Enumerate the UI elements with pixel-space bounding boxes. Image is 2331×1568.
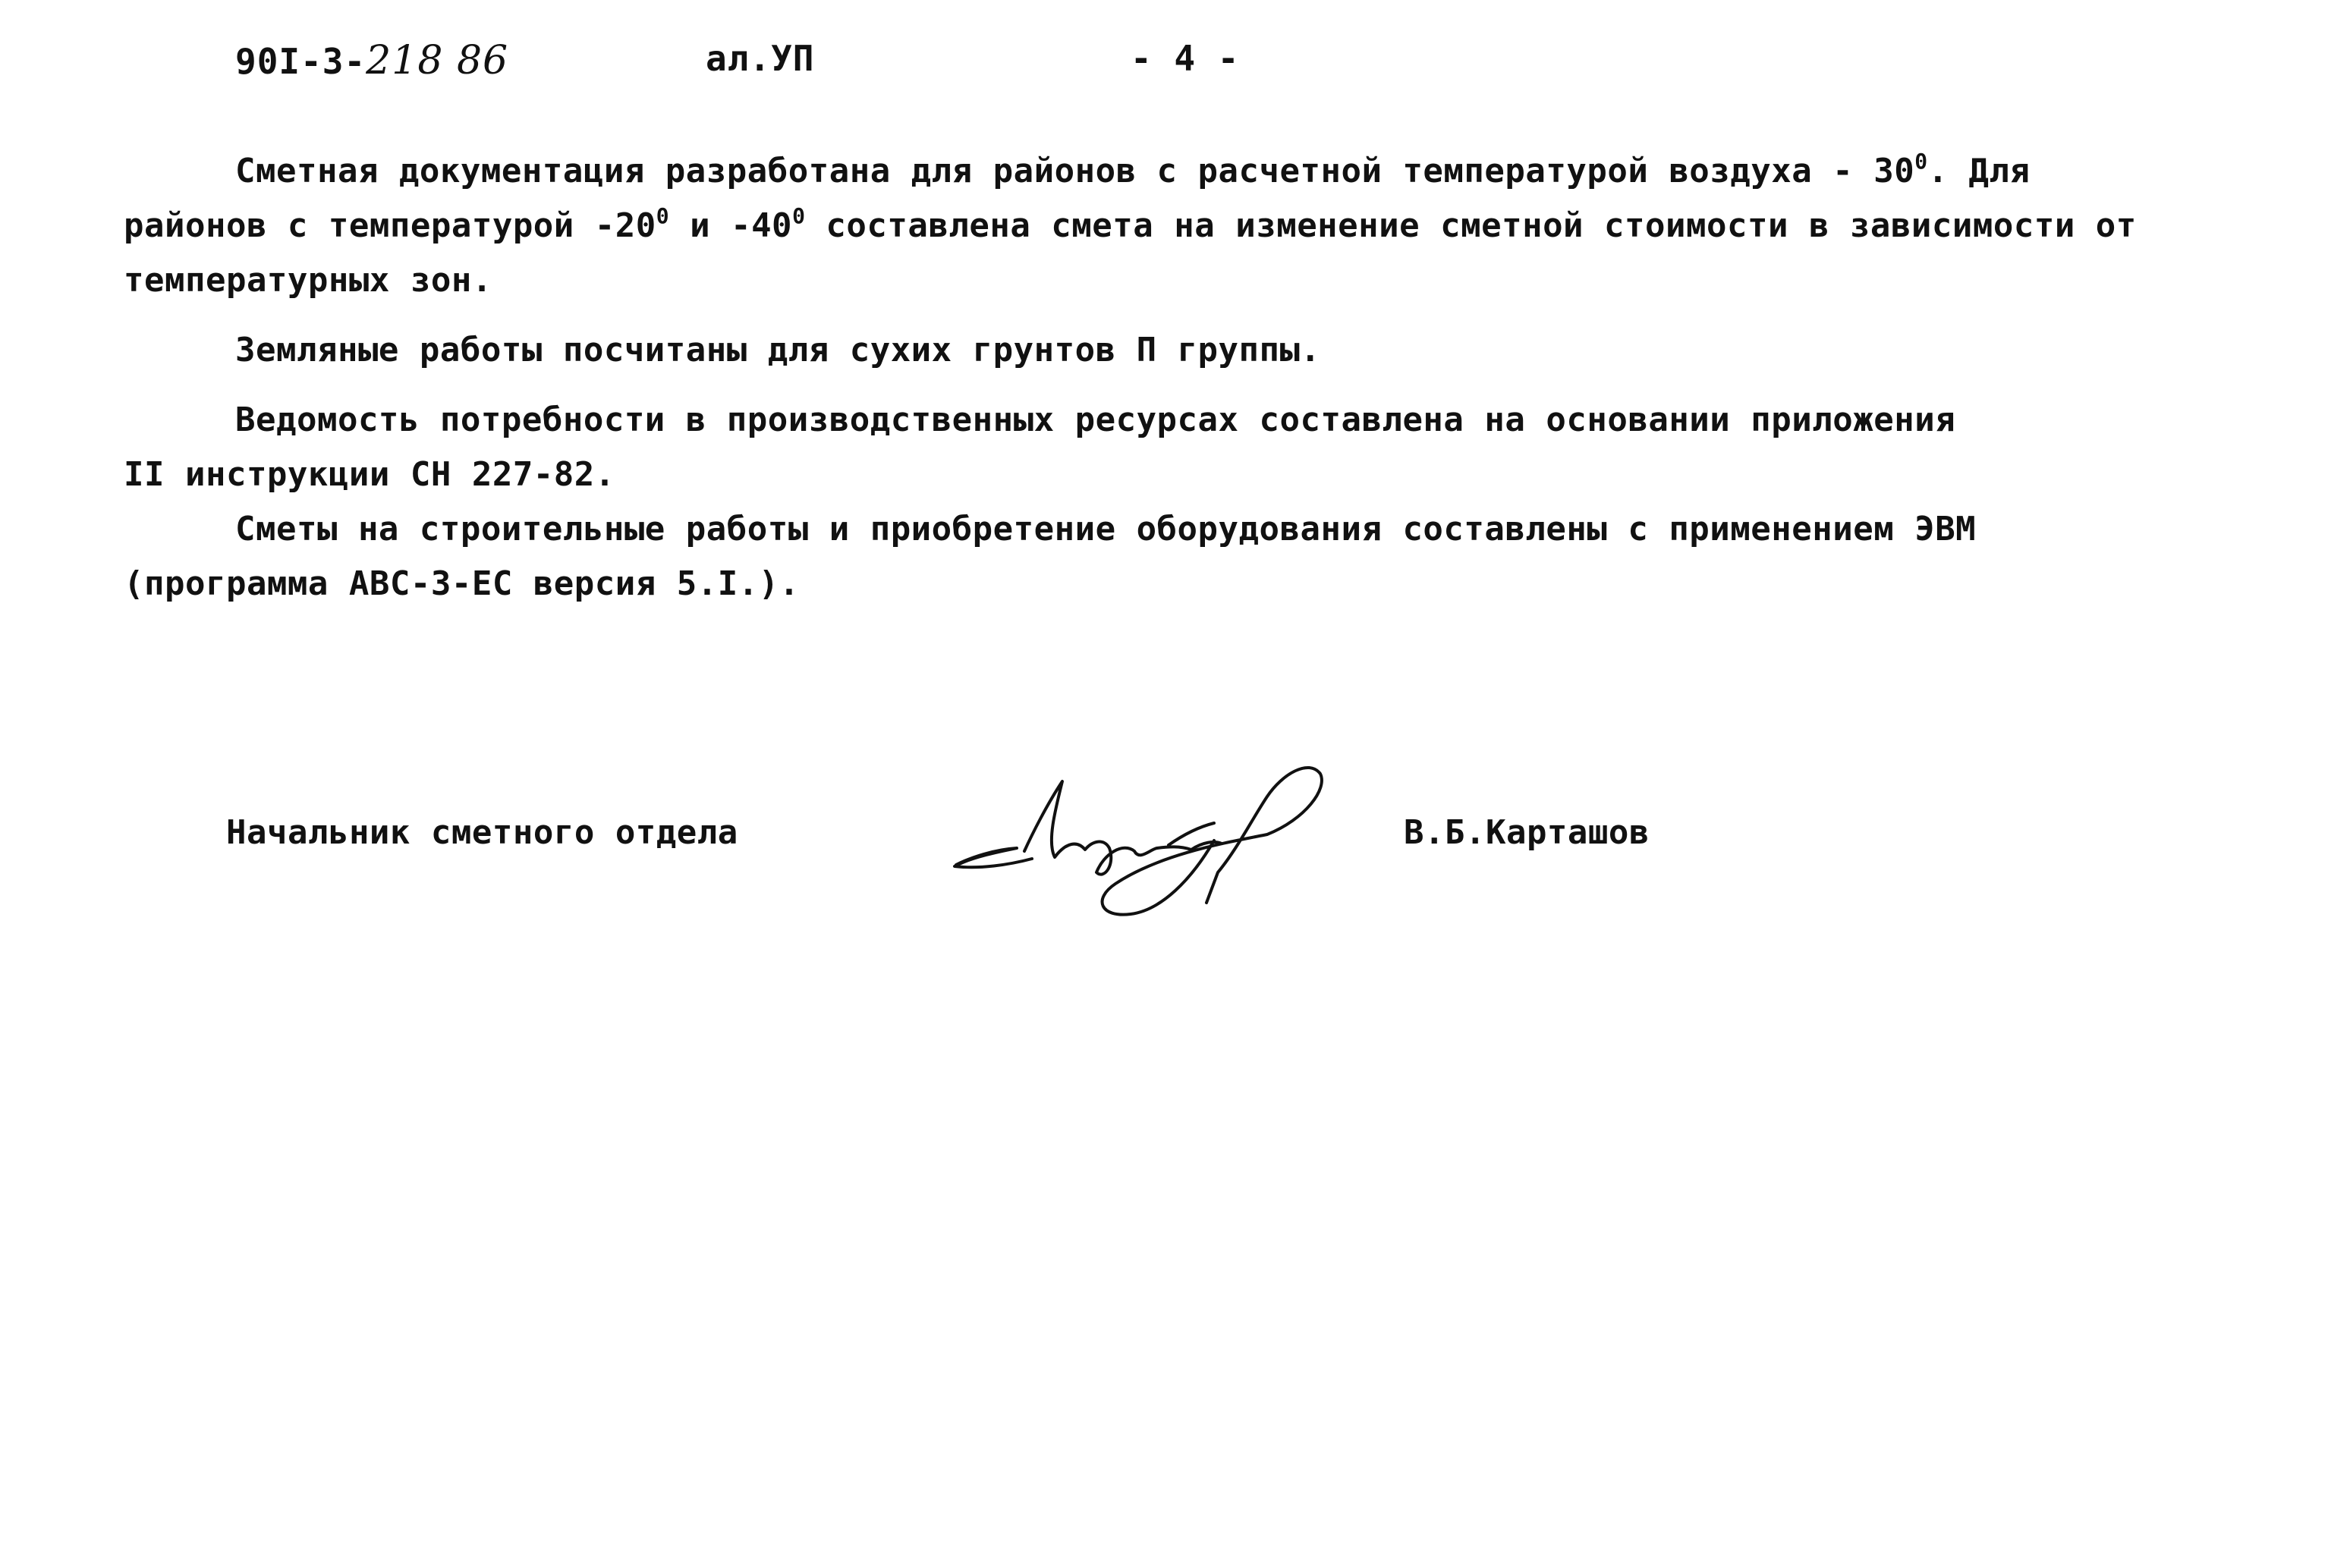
signatory-title: Начальник сметного отдела <box>226 813 738 852</box>
p1-line2-text-c: составлена смета на изменение сметной стоимости в зависимости от <box>805 206 2137 245</box>
album-label: ал.УП <box>706 38 815 79</box>
paragraph-1-line-2 <box>124 203 2137 245</box>
signatory-name: В.Б.Карташов <box>1404 813 1650 852</box>
document-code-handwritten: 218 86 <box>366 38 509 83</box>
page-number: - 4 - <box>1131 38 1240 79</box>
document-code-prefix: 90I-3- <box>235 41 366 82</box>
paragraph-4-line-1: Сметы на строительные работы и приобретение оборудования составлены с применением ЭВМ <box>235 510 1977 548</box>
paragraph-3-line-1: Ведомость потребности в производственных ресурсах составлена на основании приложения <box>235 401 1956 439</box>
handwritten-signature <box>941 751 1351 933</box>
paragraph-4-line-2: (программа АВС-3-ЕС версия 5.I.). <box>124 564 800 603</box>
paragraph-2-line-1: Земляные работы посчитаны для сухих грунтов П группы. <box>235 331 1321 369</box>
document-code <box>235 38 508 83</box>
paragraph-3-line-2: II инструкции СН 227-82. <box>124 455 615 494</box>
p1-line1-text-a: Сметная документация разработана для районов с расчетной температурой воздуха - 30 <box>235 152 1915 190</box>
paragraph-1-line-3: температурных зон. <box>124 261 492 300</box>
degree-sup: 0 <box>792 203 806 228</box>
p1-line1-text-b: . Для <box>1927 152 2031 190</box>
degree-sup: 0 <box>656 203 670 228</box>
degree-sup: 0 <box>1914 149 1928 174</box>
p1-line2-text-b: и -40 <box>669 206 793 245</box>
paragraph-1-line-1 <box>235 149 2031 190</box>
p1-line2-text-a: районов с температурой -20 <box>124 206 656 245</box>
